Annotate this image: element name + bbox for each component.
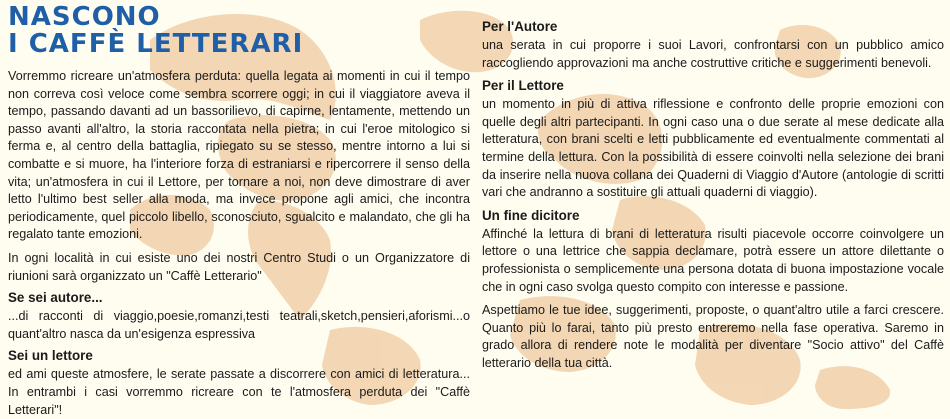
reader-voice-text: Affinché la lettura di brani di letteratura risulti piacevole occorre coinvolgere un lettore o una lettrice che sappia declamare, potrà essere un attore dilettante o professionista o semplicemente una persona dotata di buona impostazione vocale che in ogni caso svolga questo compito con interesse e passione. xyxy=(482,226,944,294)
for-author-text: una serata in cui proporre i suoi Lavori, confrontarsi con un pubblico amico raccogliendo approvazioni ma anche costruttive critiche e suggerimenti benevoli. xyxy=(482,38,944,70)
reader-question-text: ed ami queste atmosfere, le serate passate a discorrere con amici di letteratura... In entrambi i casi vorremmo ricreare con te l'atmosfera perduta dei "Caffè Letterari"! xyxy=(8,367,470,417)
author-question-text: ...di racconti di viaggio,poesie,romanzi,testi teatrali,sketch,pensieri,aforismi...o quant'altro nasca da un'esigenza espressiva xyxy=(8,309,470,341)
left-column xyxy=(0,0,476,417)
reader-question-heading: Sei un lettore xyxy=(8,348,93,364)
closing-paragraph: Aspettiamo le tue idee, suggerimenti, proposte, o quant'altro utile a farci crescere. Quanto più lo farai, tanto più presto entreremo nella fase operativa. Saremo in grado allora di rendere note le modalità per diventare "Socio attivo" del Caffè letterario della tua città. xyxy=(482,303,944,370)
reader-voice-heading: Un fine dicitore xyxy=(482,207,580,223)
for-reader-text: un momento in più di attiva riflessione e confronto delle proprie emozioni con quelle degli altri partecipanti. In ogni caso una o due serate al mese dedicate alla letteratura, con brani scelti e letti pubblicamente ed eventualmente commentati al termine della lettura. Con la possibilità di essere coinvolti nella selezione dei brani da inserire nella nuova collana dei Quaderni di Viaggio d'Autore (antologie di scritti vari che andranno a sostituire gli attuali quaderni di viaggio). xyxy=(482,97,944,200)
page-title xyxy=(8,4,470,58)
organize-paragraph: In ogni località in cui esiste uno dei nostri Centro Studi o un Organizzatore di riunioni sarà organizzato un "Caffè Letterario" xyxy=(8,250,470,283)
title-line-1: NASCONO xyxy=(8,2,161,32)
intro-paragraph: Vorremmo ricreare un'atmosfera perduta: quella legata ai momenti in cui il tempo non correva così veloce come sembra scorrere oggi; in cui il viaggiatore aveva il tempo, passando davanti ad un bassorilievo, di capirne, lentamente, mettendo un passo avanti all'altro, la storia raccontata nella pietra; in cui l'eroe mitologico si ferma e, al centro della battaglia, ripiegato su se stesso, mentre intorno a lui si combatte e si muore, ha l'interiore forza di estraniarsi e ripercorrere il senso della vita; un'atmosfera in cui il Lettore, per tornare a noi, non deve dimostrare di aver letto l'ultimo best seller alla moda, ma invece propone agli amici, che incontra periodicamente, quel piccolo libello, sconosciuto, sgualcito e malandato, che gli ha regalato tante emozioni. xyxy=(8,69,470,242)
right-column xyxy=(476,0,950,409)
for-reader-heading: Per il Lettore xyxy=(482,78,564,94)
for-author-heading: Per l'Autore xyxy=(482,19,558,34)
author-question-heading: Se sei autore... xyxy=(8,290,103,306)
title-line-2: I CAFFÈ LETTERARI xyxy=(8,29,304,59)
